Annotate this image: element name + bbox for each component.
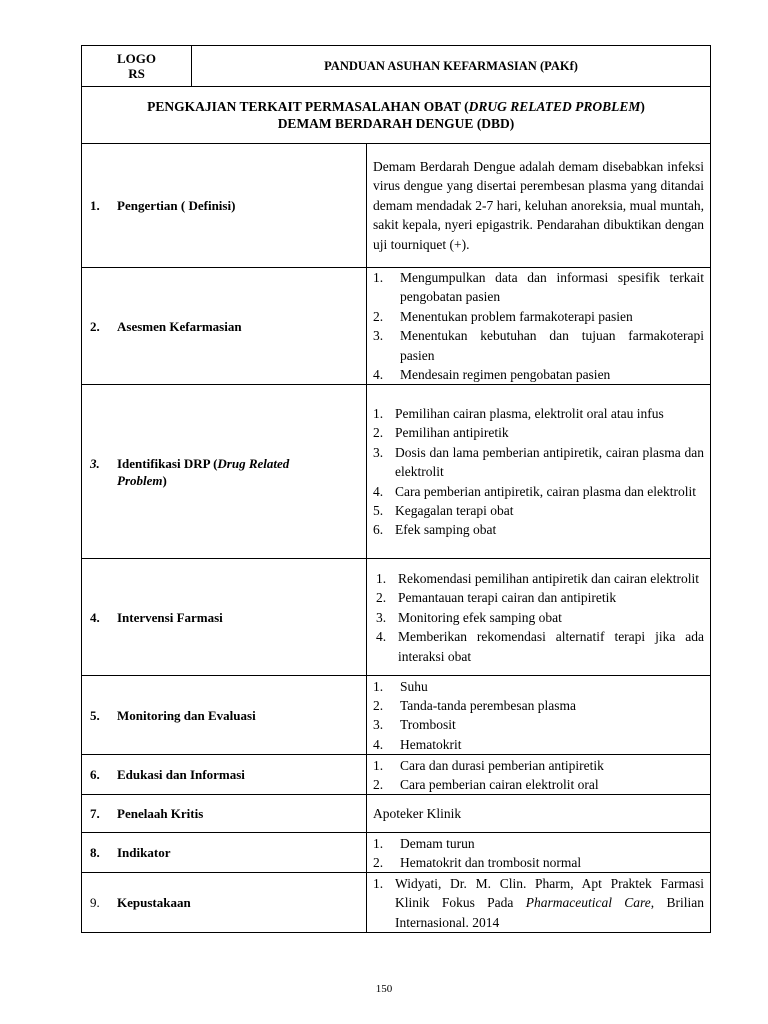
list-item: 4. Hematokrit bbox=[373, 736, 462, 752]
list-item: 3. Menentukan kebutuhan dan tujuan farmakoterapi pasien bbox=[373, 328, 704, 363]
logo-line2: RS bbox=[128, 66, 145, 81]
table-row bbox=[82, 873, 711, 933]
row-content-monitoring bbox=[367, 676, 711, 755]
row-label-text: Identifikasi DRP (Drug Related Problem) bbox=[117, 455, 290, 488]
monitoring-list bbox=[373, 677, 704, 755]
row-label-text: Kepustakaan bbox=[117, 895, 191, 911]
row-label-definisi bbox=[82, 144, 367, 268]
row-label-indikator bbox=[82, 833, 367, 873]
logo-rs bbox=[82, 46, 192, 87]
row-label-text: Indikator bbox=[117, 845, 171, 861]
section-subtitle: DEMAM BERDARAH DENGUE (DBD) bbox=[277, 116, 515, 131]
row-number: 2. bbox=[90, 318, 100, 334]
row-label-penelaah bbox=[82, 795, 367, 833]
row-content-kepustakaan bbox=[367, 873, 711, 933]
list-item: 1. Pemilihan cairan plasma, elektrolit oral atau infus bbox=[373, 406, 664, 422]
row-number: 4. bbox=[90, 609, 100, 625]
section-title-part1: PENGKAJIAN TERKAIT PERMASALAHAN OBAT ( bbox=[147, 99, 469, 114]
pakf-guideline-table bbox=[81, 45, 711, 933]
list-item: 2. Pemantauan terapi cairan dan antipiretik bbox=[376, 590, 617, 606]
row-number: 3. bbox=[90, 455, 100, 471]
list-item: 2. Tanda-tanda perembesan plasma bbox=[373, 698, 576, 714]
row-label-text: Monitoring dan Evaluasi bbox=[117, 707, 256, 723]
row-number: 8. bbox=[90, 845, 100, 861]
list-item: 1. Demam turun bbox=[373, 835, 475, 851]
drp-list bbox=[373, 404, 704, 540]
row-label-identifikasi-drp bbox=[82, 385, 367, 559]
list-item: 4. Memberikan rekomendasi alternatif terapi jika ada interaksi obat bbox=[376, 629, 704, 664]
row-content-penelaah bbox=[367, 795, 711, 833]
list-item: 5. Kegagalan terapi obat bbox=[373, 503, 514, 519]
table-row bbox=[82, 559, 711, 676]
list-item: 3. Dosis dan lama pemberian antipiretik, cairan plasma dan elektrolit bbox=[373, 444, 704, 480]
row-content-identifikasi-drp bbox=[367, 385, 711, 559]
row-label-text: Penelaah Kritis bbox=[117, 806, 204, 822]
edukasi-list bbox=[373, 756, 704, 795]
list-item: 6. Efek samping obat bbox=[373, 522, 497, 538]
list-item: 2. Hematokrit dan trombosit normal bbox=[373, 854, 582, 870]
list-item: 3. Trombosit bbox=[373, 717, 456, 733]
list-item: 1. Rekomendasi pemilihan antipiretik dan cairan elektrolit bbox=[376, 570, 700, 586]
document-title: PANDUAN ASUHAN KEFARMASIAN (PAKf) bbox=[192, 46, 711, 87]
row-label-text: Intervensi Farmasi bbox=[117, 609, 223, 625]
row-number: 5. bbox=[90, 707, 100, 723]
row-label-intervensi bbox=[82, 559, 367, 676]
row-label-text: Asesmen Kefarmasian bbox=[117, 318, 242, 334]
list-item: 1. Mengumpulkan data dan informasi spesifik terkait pengobatan pasien bbox=[373, 270, 704, 305]
section-title-part2: ) bbox=[640, 99, 645, 114]
row-number: 6. bbox=[90, 767, 100, 783]
table-row bbox=[82, 268, 711, 385]
list-item: 1. Cara dan durasi pemberian antipiretik bbox=[373, 757, 604, 773]
row-content-edukasi bbox=[367, 755, 711, 795]
row-content-asesmen bbox=[367, 268, 711, 385]
section-title-italic: DRUG RELATED PROBLEM bbox=[468, 99, 641, 114]
list-item: 3. Monitoring efek samping obat bbox=[376, 609, 562, 625]
row-label-text: Edukasi dan Informasi bbox=[117, 767, 245, 783]
row-content-definisi bbox=[367, 144, 711, 268]
kepustakaan-list bbox=[373, 874, 704, 932]
list-item: 2. Pemilihan antipiretik bbox=[373, 425, 509, 441]
indikator-list bbox=[373, 834, 704, 873]
row-content-indikator bbox=[367, 833, 711, 873]
section-title bbox=[82, 87, 711, 144]
row-number: 1. bbox=[90, 198, 100, 213]
header-row bbox=[82, 46, 711, 87]
definition-text: Demam Berdarah Dengue adalah demam disebabkan infeksi virus dengue yang disertai perembesan plasma yang ditandai demam mendadak 2-7 hari, keluhan anoreksia, mual muntah, sakit kepala, nyeri epigastrik. Pendarahan dibuktikan dengan uji tourniquet (+). bbox=[373, 158, 704, 252]
row-number: 9. bbox=[90, 895, 100, 911]
list-item: 4. Mendesain regimen pengobatan pasien bbox=[373, 367, 611, 383]
list-item: 2. Menentukan problem farmakoterapi pasien bbox=[373, 308, 633, 324]
section-title-row bbox=[82, 87, 711, 144]
table-row bbox=[82, 795, 711, 833]
row-content-intervensi bbox=[367, 559, 711, 676]
row-label-monitoring bbox=[82, 676, 367, 755]
reference-item: 1. Widyati, Dr. M. Clin. Pharm, Apt Praktek Farmasi Klinik Fokus Pada Pharmaceutical Care, Brilian Internasional. 2014 bbox=[373, 875, 704, 930]
logo-line1: LOGO bbox=[116, 51, 156, 66]
penelaah-text: Apoteker Klinik bbox=[373, 806, 462, 822]
row-label-text: Pengertian ( Definisi) bbox=[117, 198, 236, 213]
page-number: 150 bbox=[375, 983, 393, 995]
table-row bbox=[82, 676, 711, 755]
table-row bbox=[82, 833, 711, 873]
table-row bbox=[82, 755, 711, 795]
row-label-asesmen bbox=[82, 268, 367, 385]
list-item: 4. Cara pemberian antipiretik, cairan plasma dan elektrolit bbox=[373, 483, 697, 499]
list-item: 1. Suhu bbox=[373, 678, 428, 694]
table-row bbox=[82, 144, 711, 268]
asesmen-list bbox=[373, 268, 704, 384]
table-row bbox=[82, 385, 711, 559]
row-number: 7. bbox=[90, 806, 100, 822]
intervensi-list bbox=[373, 569, 704, 666]
row-label-kepustakaan bbox=[82, 873, 367, 933]
list-item: 2. Cara pemberian cairan elektrolit oral bbox=[373, 776, 599, 792]
row-label-edukasi bbox=[82, 755, 367, 795]
